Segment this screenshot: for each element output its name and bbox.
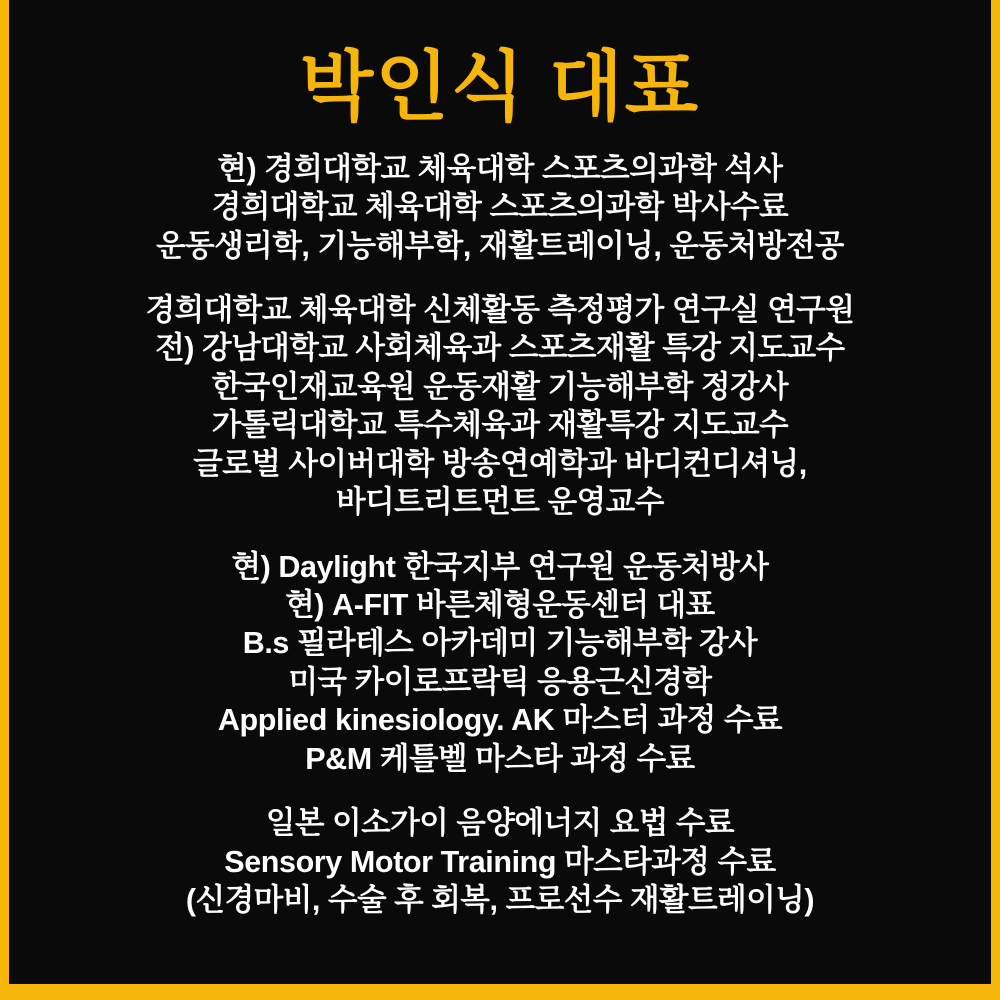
credential-line: 현) 경희대학교 체육대학 스포츠의과학 석사 xyxy=(217,151,783,186)
credential-line: 일본 이소가이 음양에너지 요법 수료 xyxy=(265,806,735,841)
credential-line: P&M 케틀벨 마스타 과정 수료 xyxy=(305,741,695,776)
credential-block-current-positions xyxy=(0,548,1000,779)
credential-line: 글로벌 사이버대학 방송연예학과 바디컨디셔닝, xyxy=(193,446,807,481)
credential-line: Applied kinesiology. AK 마스터 과정 수료 xyxy=(217,703,783,738)
credential-line: 현) Daylight 한국지부 연구원 운동처방사 xyxy=(231,549,769,584)
credential-line: 경희대학교 체육대학 신체활동 측정평가 연구실 연구원 xyxy=(145,293,855,328)
right-accent-bar xyxy=(991,0,1000,1000)
credential-line: B.s 필라테스 아카데미 기능해부학 강사 xyxy=(242,626,758,661)
credential-line: 현) A-FIT 바른체형운동센터 대표 xyxy=(285,588,715,623)
credential-block-certifications xyxy=(0,804,1000,919)
credential-line: 경희대학교 체육대학 스포츠의과학 박사수료 xyxy=(211,190,789,225)
credential-line: (신경마비, 수술 후 회복, 프로선수 재활트레이닝) xyxy=(185,882,815,917)
credential-line: 바디트리트먼트 운영교수 xyxy=(336,485,664,520)
bottom-accent-bar xyxy=(0,984,1000,1000)
credential-block-education xyxy=(0,150,1000,265)
credential-line: 한국인재교육원 운동재활 기능해부학 정강사 xyxy=(211,369,789,404)
left-accent-bar xyxy=(0,0,9,1000)
credential-line: Sensory Motor Training 마스타과정 수료 xyxy=(224,844,776,879)
credential-line: 운동생리학, 기능해부학, 재활트레이닝, 운동처방전공 xyxy=(156,228,844,263)
credential-line: 전) 강남대학교 사회체육과 스포츠재활 특강 지도교수 xyxy=(155,331,845,366)
credential-line: 가톨릭대학교 특수체육과 재활특강 지도교수 xyxy=(211,408,789,443)
credential-line: 미국 카이로프락틱 응용근신경학 xyxy=(288,664,712,699)
credential-block-academic-career xyxy=(0,291,1000,522)
page-title: 박인식 대표 xyxy=(299,45,701,130)
